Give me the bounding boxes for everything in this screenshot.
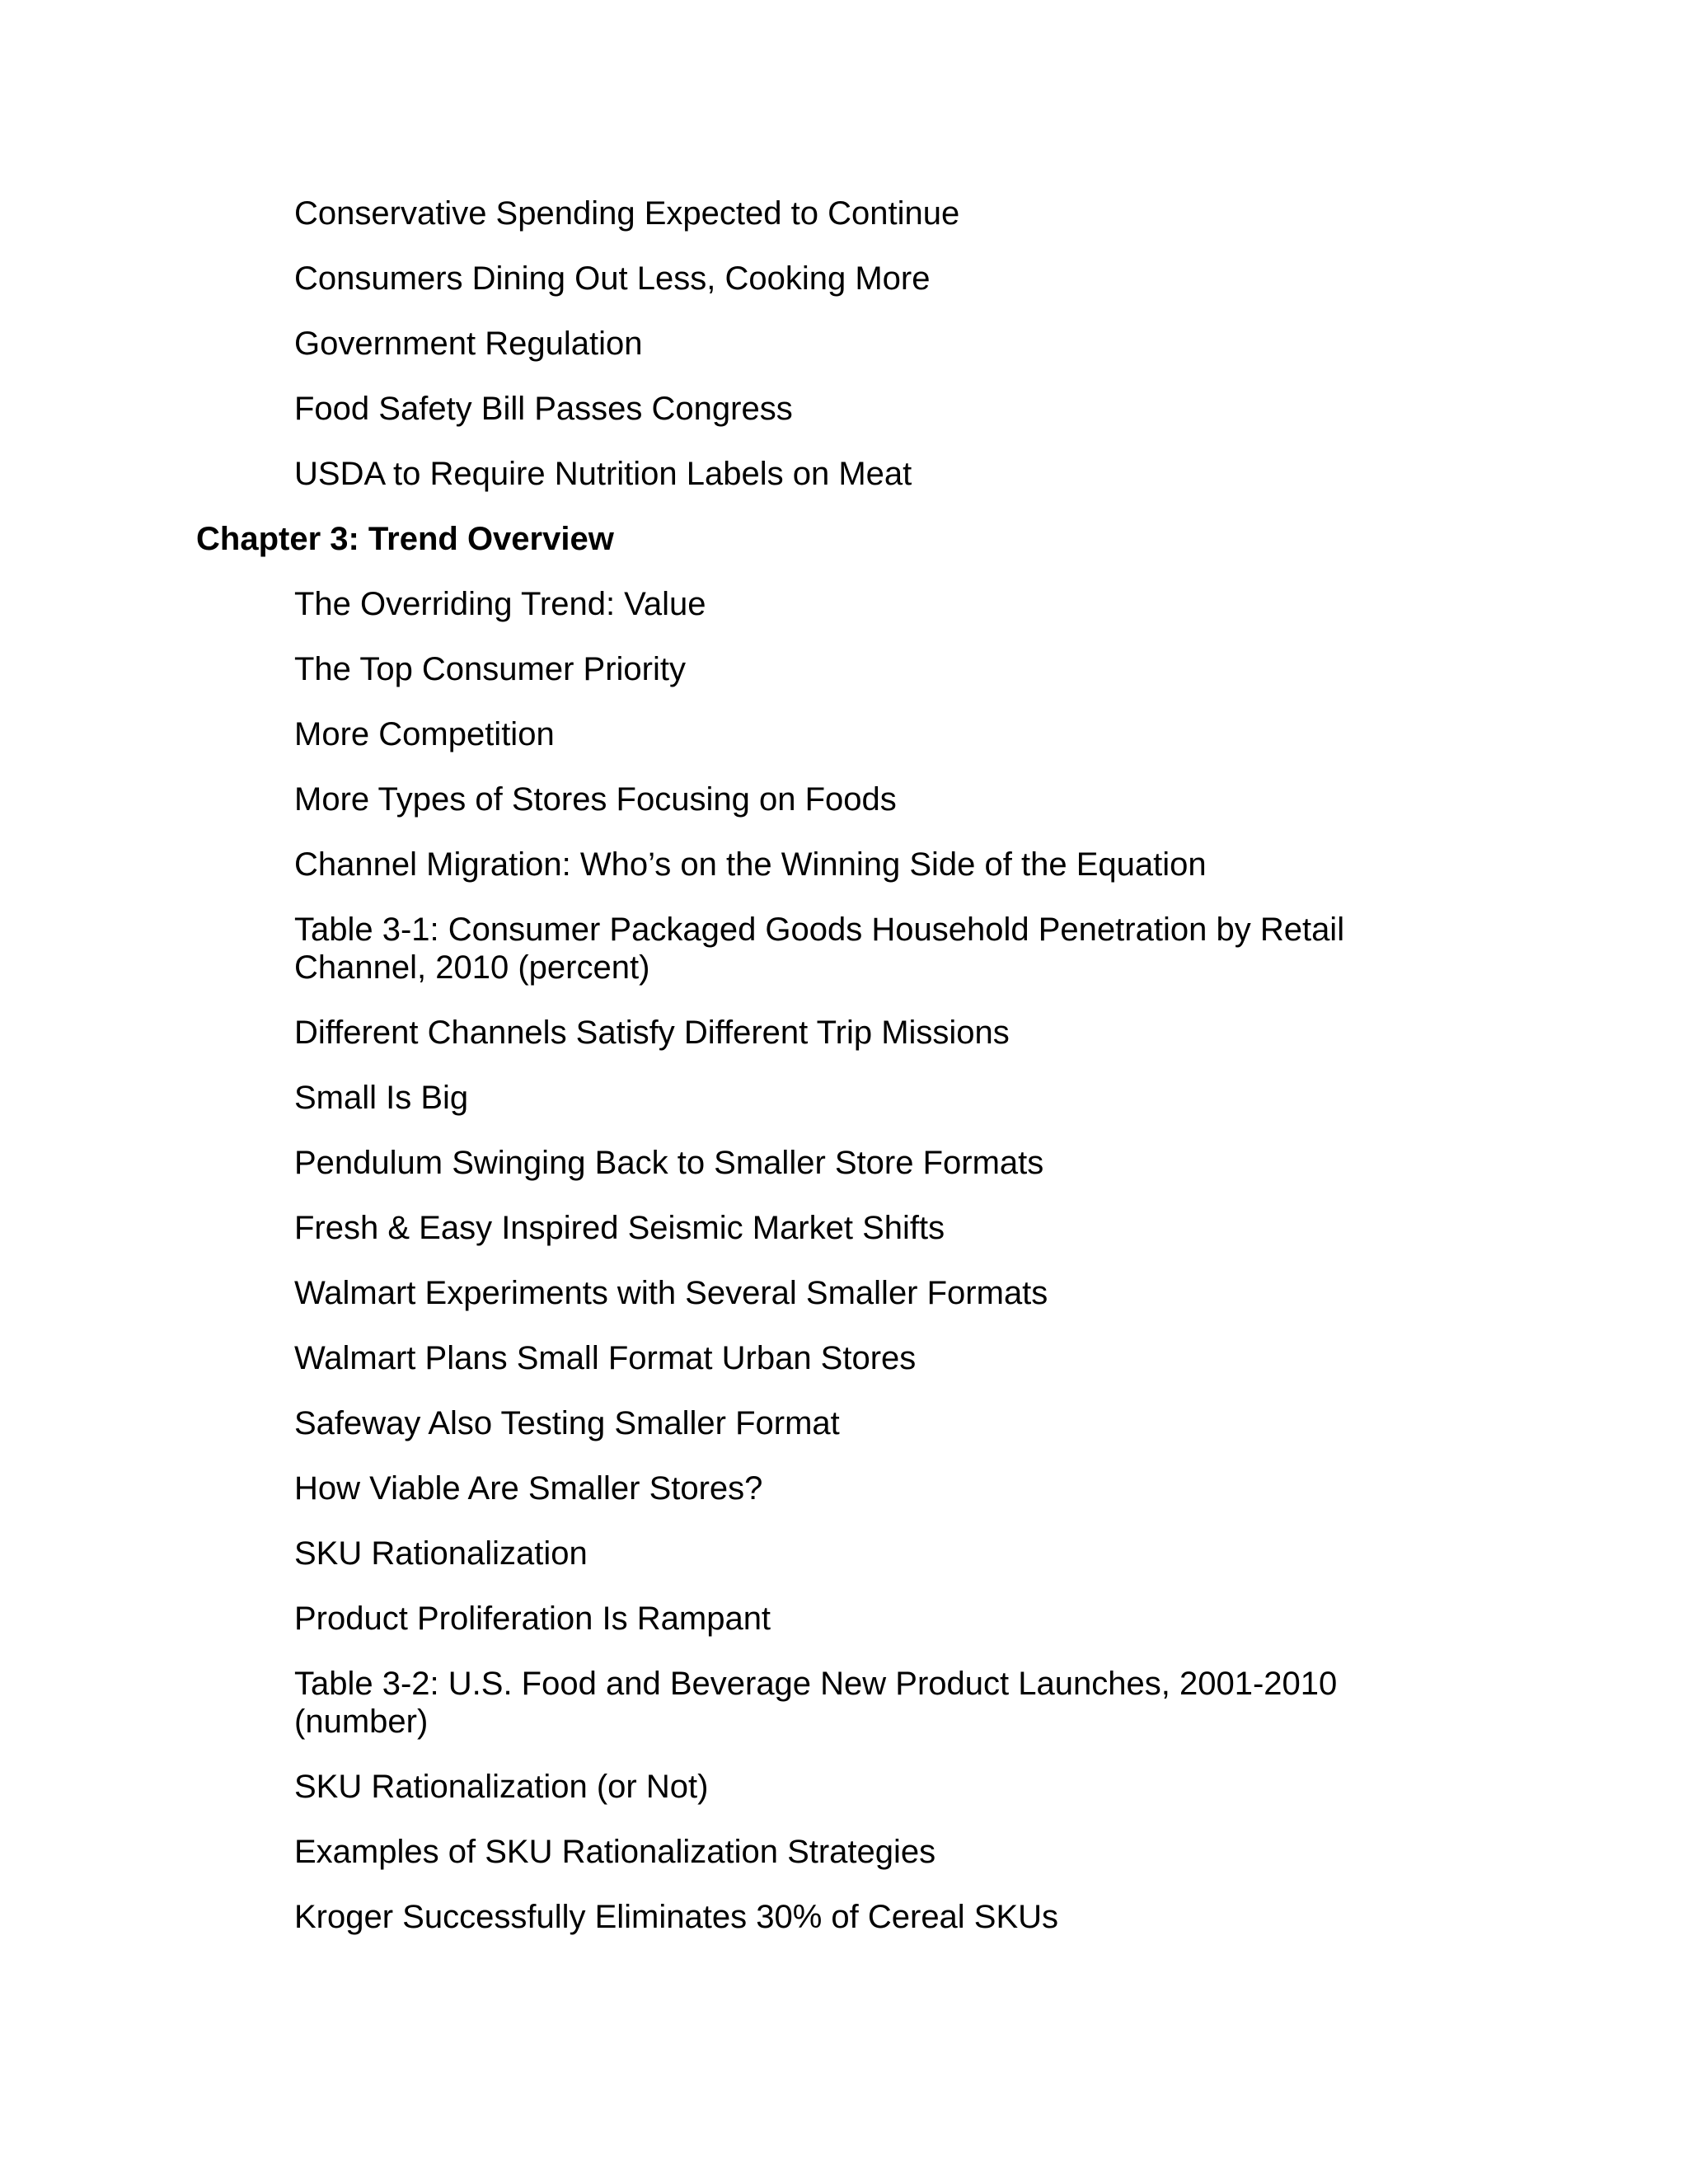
- toc-entry: Pendulum Swinging Back to Smaller Store Formats: [294, 1145, 1044, 1181]
- toc-entry: Small Is Big: [294, 1080, 469, 1116]
- toc-entry-table: Table 3-1: Consumer Packaged Goods Household Penetration by Retail Channel, 2010 (percent): [294, 912, 1345, 986]
- toc-entry: Conservative Spending Expected to Continue: [294, 195, 960, 232]
- toc-entry: More Types of Stores Focusing on Foods: [294, 781, 897, 818]
- toc-entry: Channel Migration: Who’s on the Winning Side of the Equation: [294, 846, 1207, 883]
- toc-entry: The Overriding Trend: Value: [294, 586, 706, 622]
- toc-entry: Kroger Successfully Eliminates 30% of Cereal SKUs: [294, 1899, 1059, 1935]
- toc-entry: USDA to Require Nutrition Labels on Meat: [294, 456, 912, 492]
- toc-entry: Walmart Experiments with Several Smaller Formats: [294, 1275, 1048, 1311]
- toc-entry: Fresh & Easy Inspired Seismic Market Shifts: [294, 1210, 945, 1246]
- toc-entry: Product Proliferation Is Rampant: [294, 1601, 771, 1637]
- toc-entry: Walmart Plans Small Format Urban Stores: [294, 1340, 917, 1376]
- toc-entry: Consumers Dining Out Less, Cooking More: [294, 260, 931, 297]
- chapter-heading: Chapter 3: Trend Overview: [196, 521, 614, 557]
- toc-entry: Food Safety Bill Passes Congress: [294, 391, 793, 427]
- toc-entry: Different Channels Satisfy Different Trip Missions: [294, 1015, 1010, 1051]
- table-of-contents: [196, 194, 1432, 1963]
- toc-entry: SKU Rationalization: [294, 1535, 588, 1572]
- toc-entry: SKU Rationalization (or Not): [294, 1769, 709, 1805]
- toc-entry: Safeway Also Testing Smaller Format: [294, 1405, 840, 1441]
- toc-entry: Examples of SKU Rationalization Strategies: [294, 1834, 936, 1870]
- toc-entry: The Top Consumer Priority: [294, 651, 686, 687]
- toc-entry: Government Regulation: [294, 326, 643, 362]
- toc-entry-table: Table 3-2: U.S. Food and Beverage New Product Launches, 2001-2010 (number): [294, 1666, 1338, 1740]
- toc-entry: More Competition: [294, 716, 555, 752]
- toc-entry: How Viable Are Smaller Stores?: [294, 1470, 763, 1507]
